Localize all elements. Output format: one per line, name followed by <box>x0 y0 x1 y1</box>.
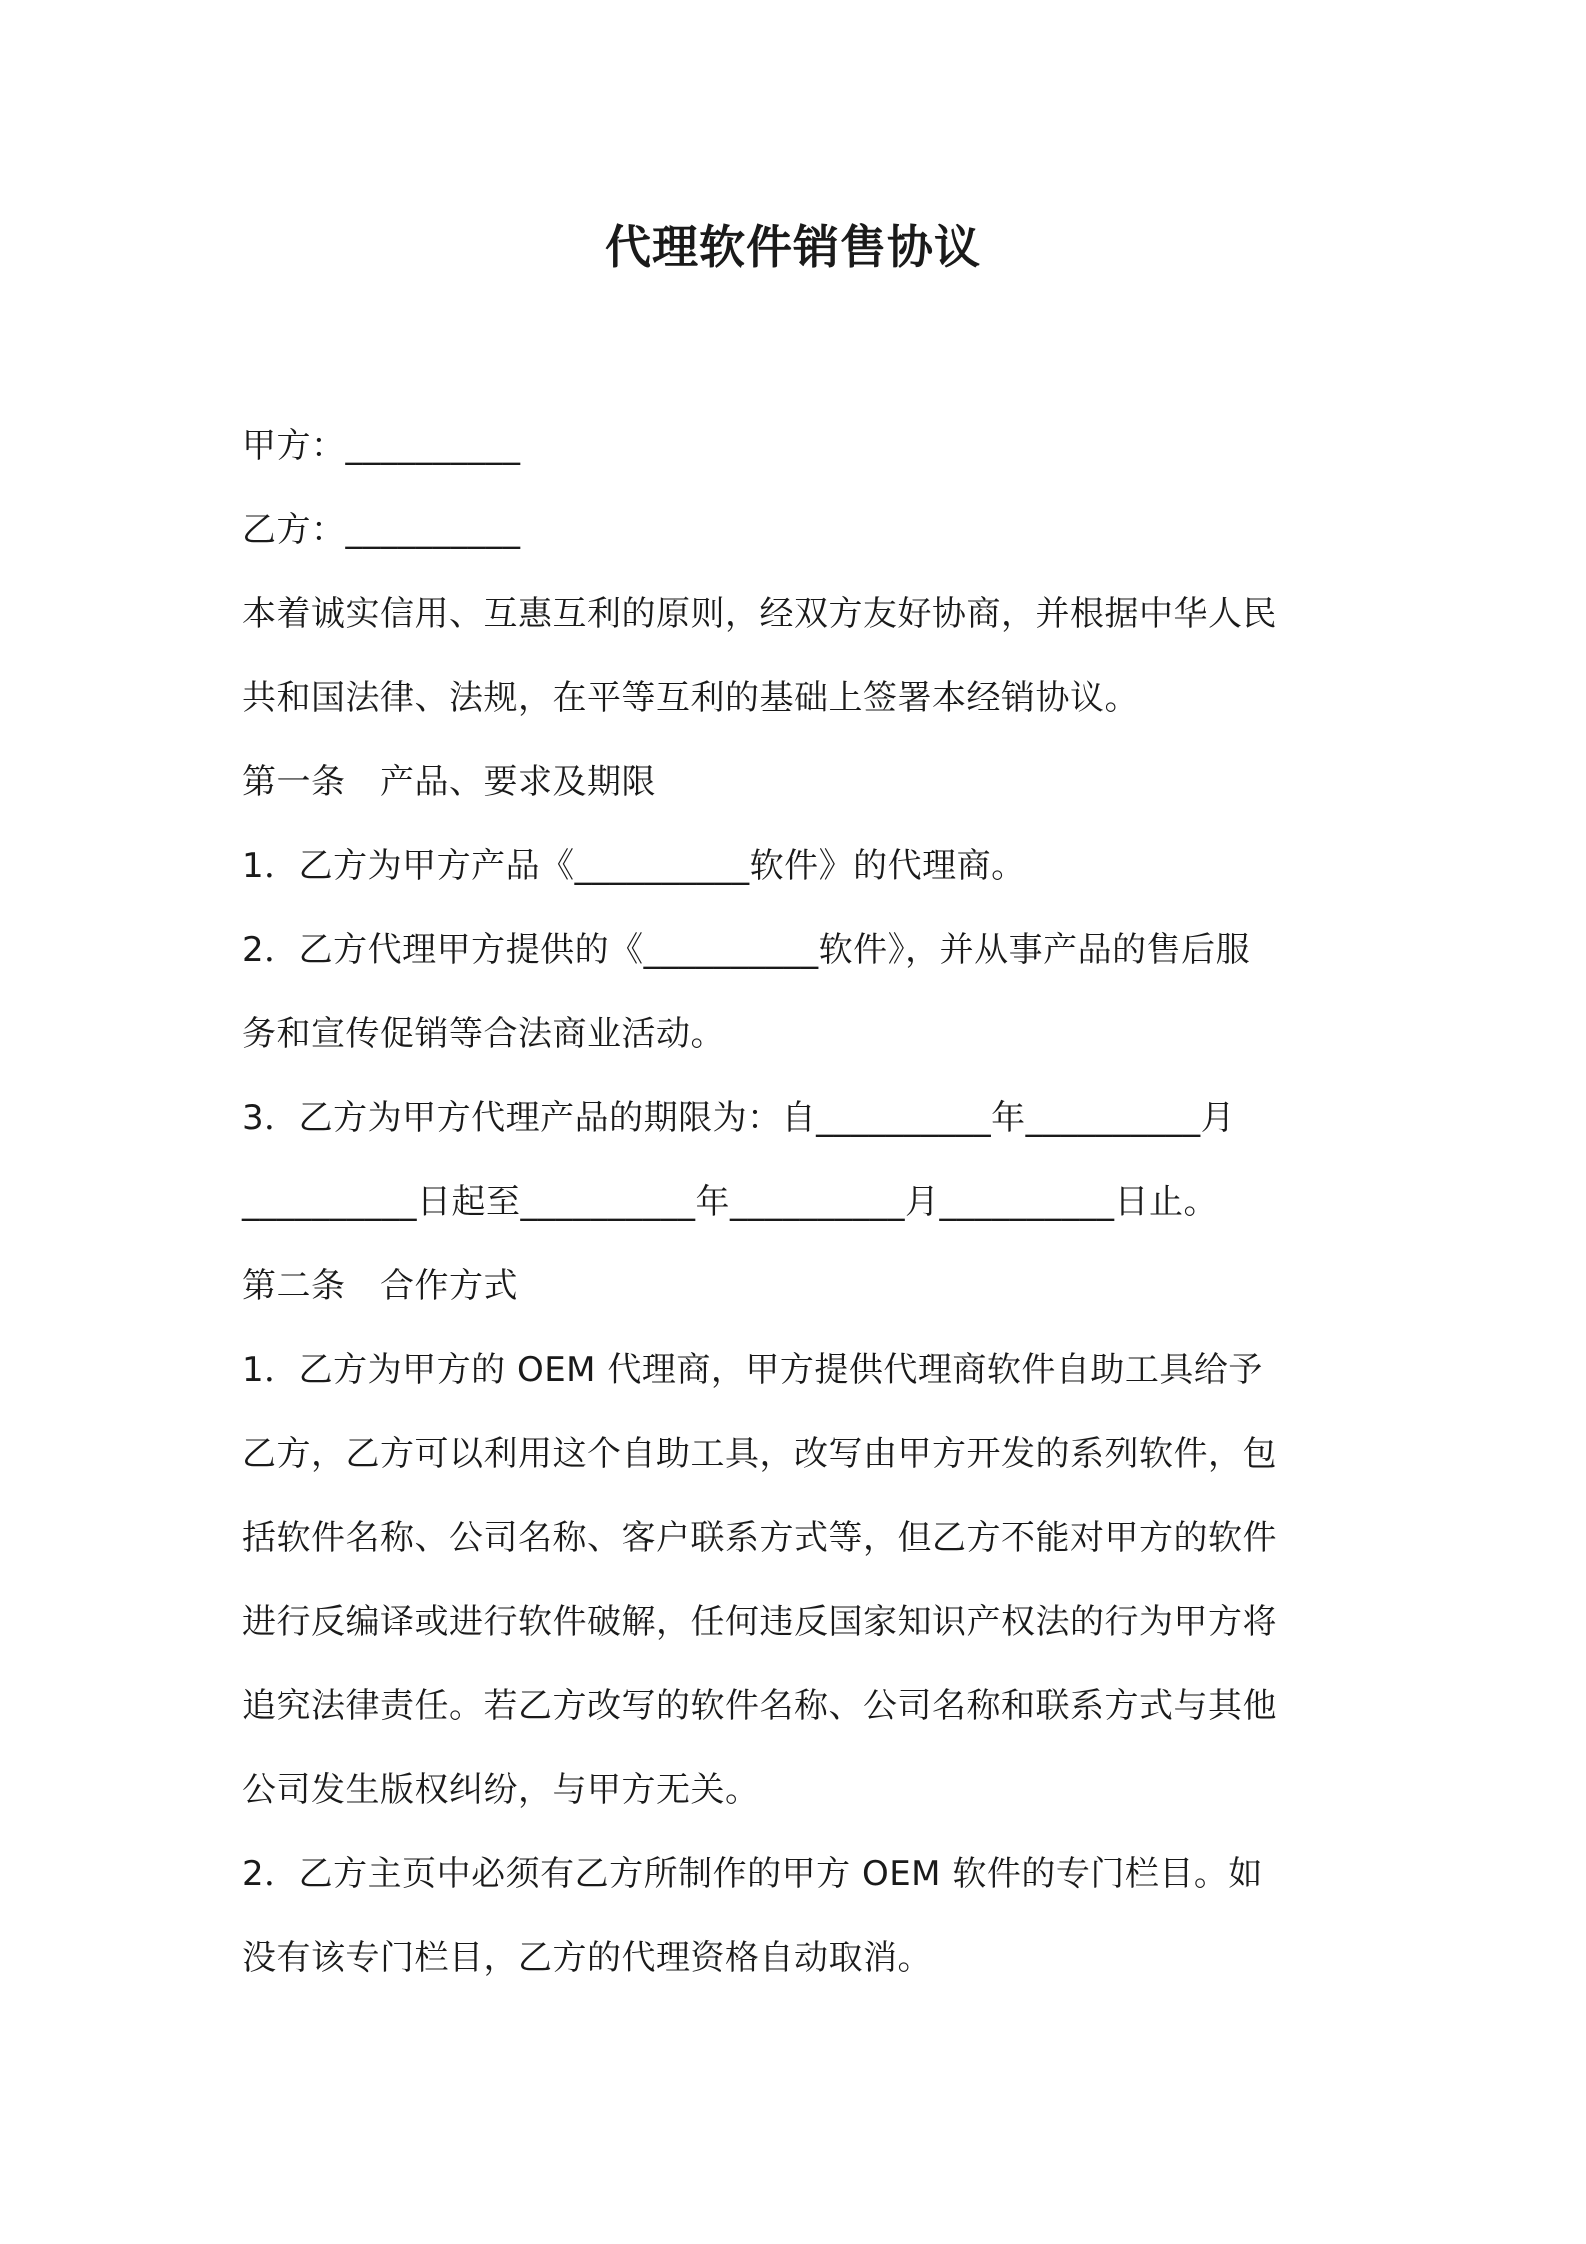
preamble-line: 本着诚实信用、互惠互利的原则，经双方友好协商，并根据中华人民 <box>242 594 1277 634</box>
party-a-line: 甲方：__________ <box>242 426 521 466</box>
document-title: 代理软件销售协议 <box>605 220 981 274</box>
clause-line: 1．乙方为甲方的 OEM 代理商，甲方提供代理商软件自助工具给予 <box>242 1350 1263 1390</box>
article-heading: 第二条 合作方式 <box>242 1266 518 1306</box>
clause-line: 进行反编译或进行软件破解，任何违反国家知识产权法的行为甲方将 <box>242 1602 1277 1642</box>
preamble-line: 共和国法律、法规，在平等互利的基础上签署本经销协议。 <box>242 678 1139 718</box>
clause-line: 2．乙方代理甲方提供的《__________软件》，并从事产品的售后服 <box>242 930 1251 970</box>
document-body <box>242 404 1362 2000</box>
clause-line: __________日起至__________年__________月__________日止。 <box>242 1182 1218 1222</box>
party-b-line: 乙方：__________ <box>242 510 521 550</box>
article-heading: 第一条 产品、要求及期限 <box>242 762 656 802</box>
clause-line: 括软件名称、公司名称、客户联系方式等，但乙方不能对甲方的软件 <box>242 1518 1277 1558</box>
clause-line: 乙方，乙方可以利用这个自助工具，改写由甲方开发的系列软件，包 <box>242 1434 1277 1474</box>
clause-line: 公司发生版权纠纷，与甲方无关。 <box>242 1770 760 1810</box>
clause-line: 2．乙方主页中必须有乙方所制作的甲方 OEM 软件的专门栏目。如 <box>242 1854 1263 1894</box>
clause-line: 1．乙方为甲方产品《__________软件》的代理商。 <box>242 846 1026 886</box>
clause-line: 追究法律责任。若乙方改写的软件名称、公司名称和联系方式与其他 <box>242 1686 1277 1726</box>
clause-line: 3．乙方为甲方代理产品的期限为：自__________年__________月 <box>242 1098 1236 1138</box>
clause-line: 务和宣传促销等合法商业活动。 <box>242 1014 725 1054</box>
clause-line: 没有该专门栏目，乙方的代理资格自动取消。 <box>242 1938 932 1978</box>
